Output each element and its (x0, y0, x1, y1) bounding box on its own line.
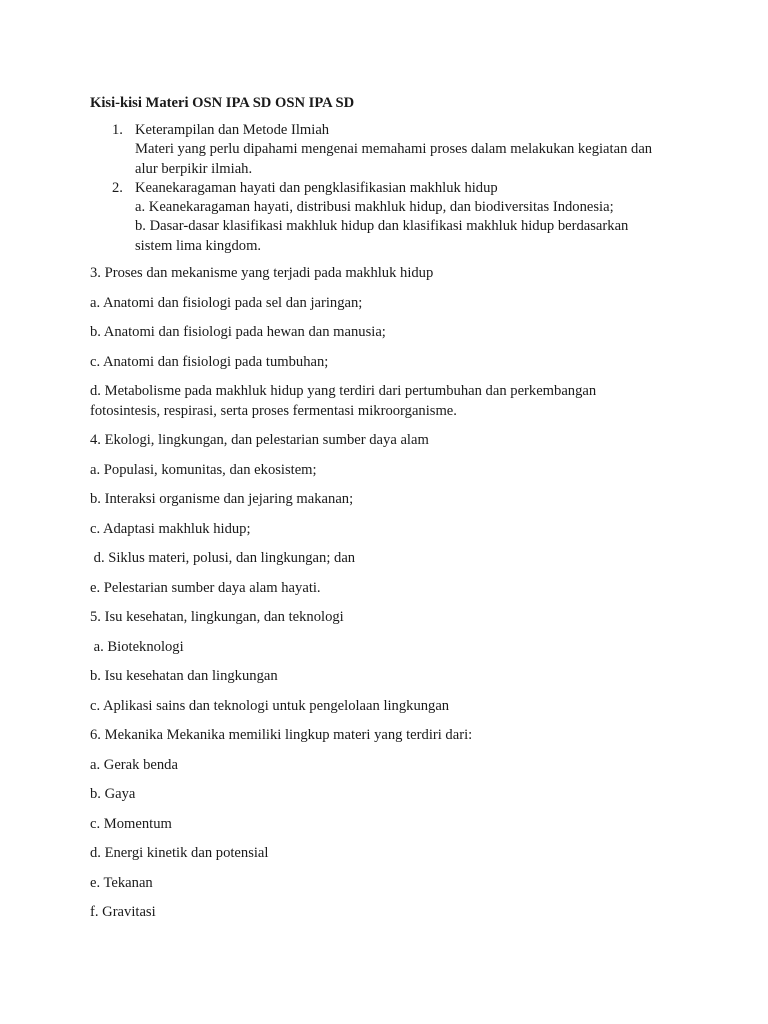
paragraph: a. Anatomi dan fisiologi pada sel dan jaringan; (90, 294, 363, 311)
paragraph: 4. Ekologi, lingkungan, dan pelestarian sumber daya alam (90, 432, 429, 449)
paragraph: f. Gravitasi (90, 904, 156, 921)
list-line: sistem lima kingdom. (135, 237, 262, 254)
list-number: 2. (112, 179, 123, 196)
paragraph: b. Interaksi organisme dan jejaring makanan; (90, 491, 354, 508)
paragraph: 6. Mekanika Mekanika memiliki lingkup materi yang terdiri dari: (90, 727, 473, 744)
paragraph: a. Populasi, komunitas, dan ekosistem; (90, 461, 317, 478)
list-line: a. Keanekaragaman hayati, distribusi makhluk hidup, dan biodiversitas Indonesia; (135, 199, 614, 216)
paragraph: c. Aplikasi sains dan teknologi untuk pengelolaan lingkungan (90, 697, 450, 714)
list-line: Keanekaragaman hayati dan pengklasifikasian makhluk hidup (135, 179, 498, 196)
list-item (90, 121, 690, 179)
paragraph: d. Siklus materi, polusi, dan lingkungan; dan (90, 550, 356, 567)
list-line: Materi yang perlu dipahami mengenai memahami proses dalam melakukan kegiatan dan (135, 141, 653, 158)
paragraph: 5. Isu kesehatan, lingkungan, dan teknologi (90, 609, 344, 626)
paragraph: a. Bioteknologi (90, 638, 184, 655)
paragraph: b. Isu kesehatan dan lingkungan (90, 668, 278, 685)
paragraph: e. Tekanan (90, 874, 153, 891)
paragraph: b. Gaya (90, 786, 136, 803)
list-number: 1. (112, 122, 123, 138)
paragraph: b. Anatomi dan fisiologi pada hewan dan manusia; (90, 324, 386, 341)
list-item (90, 179, 690, 256)
list-line: Keterampilan dan Metode Ilmiah (135, 122, 330, 138)
paragraph: d. Energi kinetik dan potensial (90, 845, 269, 862)
paragraph: c. Momentum (90, 815, 172, 832)
paragraph: 3. Proses dan mekanisme yang terjadi pada makhluk hidup (90, 265, 434, 282)
paragraph: c. Adaptasi makhluk hidup; (90, 520, 251, 537)
list-line: b. Dasar-dasar klasifikasi makhluk hidup dan klasifikasi makhluk hidup berdasarkan (135, 218, 629, 235)
document-title: Kisi-kisi Materi OSN IPA SD OSN IPA SD (90, 95, 355, 111)
document-page (90, 93, 690, 933)
paragraph: c. Anatomi dan fisiologi pada tumbuhan; (90, 353, 329, 370)
numbered-list (90, 121, 690, 256)
paragraph: d. Metabolisme pada makhluk hidup yang terdiri dari pertumbuhan dan perkembangan fotosintesis, respirasi, serta proses fermentasi mikroorganisme. (90, 383, 597, 419)
paragraph: a. Gerak benda (90, 756, 178, 773)
list-line: alur berpikir ilmiah. (135, 160, 253, 177)
paragraph: e. Pelestarian sumber daya alam hayati. (90, 579, 321, 596)
